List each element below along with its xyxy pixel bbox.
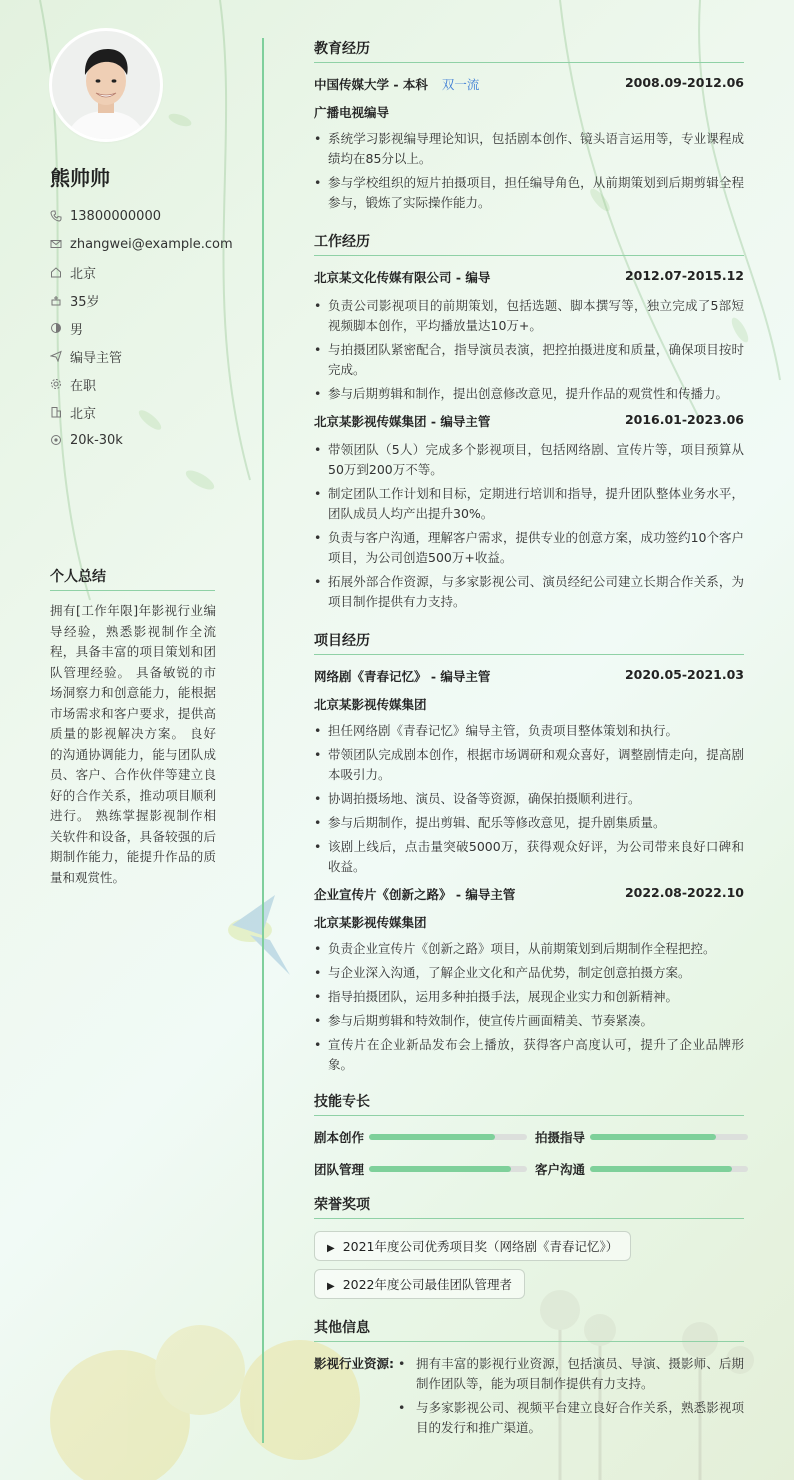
- contact-age: [50, 286, 250, 314]
- skill-bar-fill: [590, 1166, 732, 1172]
- awards-section: [314, 1194, 744, 1307]
- contact-phone: [50, 202, 250, 230]
- project-list: [314, 721, 744, 877]
- contact-salary: [50, 426, 250, 454]
- work-entry-head: [314, 268, 744, 286]
- skills-grid: [314, 1128, 744, 1178]
- gender-icon: [50, 322, 62, 334]
- education-date: 2008.09-2012.06: [624, 75, 744, 90]
- summary-title: 个人总结: [50, 566, 215, 591]
- job-title: 北京某文化传媒有限公司 - 编导: [314, 270, 491, 285]
- skill-name: 客户沟通: [535, 1162, 586, 1177]
- column-divider: [262, 38, 264, 1443]
- education-section: [314, 38, 744, 213]
- home-icon: [50, 266, 62, 278]
- skill-bar: [369, 1134, 527, 1140]
- projects-section: [314, 630, 744, 1075]
- education-major: 广播电视编导: [314, 105, 390, 120]
- list-item: • 指导拍摄团队，运用多种拍摄手法，展现企业实力和创新精神。: [314, 987, 744, 1007]
- job-title: 北京某影视传媒集团 - 编导主管: [314, 414, 491, 429]
- list-item: • 拥有丰富的影视行业资源，包括演员、导演、摄影师、后期制作团队等，能为项目制作提供有力支持。: [398, 1354, 744, 1394]
- project-org: 北京某影视传媒集团: [314, 915, 427, 930]
- contact-gender: [50, 314, 250, 342]
- list-item: • 带领团队（5人）完成多个影视项目，包括网络剧、宣传片等，项目预算从50万到200万不等。: [314, 440, 744, 480]
- project-list: [314, 939, 744, 1075]
- other-label: 影视行业资源:: [314, 1356, 394, 1371]
- contact-city: [50, 398, 250, 426]
- work-list: [314, 296, 744, 404]
- other-title: 其他信息: [314, 1317, 744, 1342]
- phone-text: 13800000000: [70, 208, 161, 224]
- school-tag: 双一流: [441, 77, 480, 92]
- project-entry-head: [314, 885, 744, 903]
- skill-name: 拍摄指导: [535, 1130, 586, 1145]
- list-item: • 担任网络剧《青春记忆》编导主管，负责项目整体策划和执行。: [314, 721, 744, 741]
- list-item: • 与企业深入沟通，了解企业文化和产品优势，制定创意拍摄方案。: [314, 963, 744, 983]
- contact-status: [50, 370, 250, 398]
- city-text: 北京: [70, 406, 97, 422]
- email-text: zhangwei@example.com: [70, 236, 233, 252]
- skill-name: 团队管理: [314, 1162, 365, 1177]
- list-item: • 参与后期剪辑和特效制作，使宣传片画面精美、节奏紧凑。: [314, 1011, 744, 1031]
- list-item: • 带领团队完成剧本创作，根据市场调研和观众喜好，调整剧情走向，提高剧本吸引力。: [314, 745, 744, 785]
- other-row: [314, 1354, 744, 1442]
- skill-name: 剧本创作: [314, 1130, 365, 1145]
- building-icon: [50, 406, 62, 418]
- skill-item: [314, 1128, 535, 1146]
- project-date: 2020.05-2021.03: [624, 667, 744, 682]
- candidate-name: 熊帅帅: [50, 166, 110, 190]
- list-item: • 与多家影视公司、视频平台建立良好合作关系，熟悉影视项目的发行和推广渠道。: [398, 1398, 744, 1438]
- work-list: [314, 440, 744, 612]
- avatar: [52, 31, 160, 139]
- skills-title: 技能专长: [314, 1091, 744, 1116]
- other-list: [398, 1354, 744, 1442]
- salary-text: 20k-30k: [70, 432, 123, 448]
- list-item: • 宣传片在企业新品发布会上播放，获得客户高度认可，提升了企业品牌形象。: [314, 1035, 744, 1075]
- project-title: 企业宣传片《创新之路》 - 编导主管: [314, 887, 516, 902]
- skill-item: [535, 1128, 755, 1146]
- send-icon: [50, 350, 62, 362]
- project-org: 北京某影视传媒集团: [314, 697, 427, 712]
- skill-bar: [590, 1166, 748, 1172]
- skill-item: [314, 1160, 535, 1178]
- list-item: • 负责企业宣传片《创新之路》项目，从前期策划到后期制作全程把控。: [314, 939, 744, 959]
- list-item: • 参与后期制作，提出剪辑、配乐等修改意见，提升剧集质量。: [314, 813, 744, 833]
- projects-title: 项目经历: [314, 630, 744, 655]
- list-item: • 系统学习影视编导理论知识，包括剧本创作、镜头语言运用等，专业课程成绩均在85分以上。: [314, 129, 744, 169]
- location-text: 北京: [70, 266, 97, 282]
- award-item[interactable]: [314, 1231, 631, 1261]
- work-entry: [314, 412, 744, 612]
- work-entry-head: [314, 412, 744, 430]
- mail-icon: [50, 238, 62, 250]
- skill-bar: [590, 1134, 748, 1140]
- list-item: • 制定团队工作计划和目标，定期进行培训和指导，提升团队整体业务水平，团队成员人均产出提升30%。: [314, 484, 744, 524]
- main-content: [314, 38, 744, 1442]
- award-item[interactable]: [314, 1269, 525, 1299]
- work-title: 工作经历: [314, 231, 744, 256]
- list-item: • 该剧上线后，点击量突破5000万，获得观众好评，为公司带来良好口碑和收益。: [314, 837, 744, 877]
- skill-bar-fill: [369, 1134, 495, 1140]
- contact-email: [50, 230, 250, 258]
- contact-list: [50, 202, 250, 454]
- school-name: 中国传媒大学 - 本科: [314, 77, 428, 92]
- skill-bar-fill: [369, 1166, 511, 1172]
- coin-icon: [50, 434, 62, 446]
- education-title: 教育经历: [314, 38, 744, 63]
- status-text: 在职: [70, 378, 97, 394]
- awards-title: 荣誉奖项: [314, 1194, 744, 1219]
- work-entry: [314, 268, 744, 404]
- project-entry: [314, 885, 744, 1075]
- list-item: • 拓展外部合作资源，与多家影视公司、演员经纪公司建立长期合作关系，为项目制作提供有力支持。: [314, 572, 744, 612]
- project-date: 2022.08-2022.10: [624, 885, 744, 900]
- summary-text: 拥有[工作年限]年影视行业编导经验，熟悉影视制作全流程，具备丰富的项目策划和团队管理经验。 具备敏锐的市场洞察力和创意能力，能根据市场需求和客户要求，提供高质量的影视解决方案。 良好的沟通协调能力，能与团队成员、客户、合作伙伴等建立良好的合作关系，推动项目顺利进行。 熟练掌握影视制作相关软件和设备，具备较强的后期制作能力，能提升作品的质量和观赏性。: [50, 603, 216, 885]
- skill-bar-fill: [590, 1134, 716, 1140]
- skills-section: [314, 1091, 744, 1178]
- job-date: 2012.07-2015.12: [624, 268, 744, 283]
- contact-position: [50, 342, 250, 370]
- skill-bar: [369, 1166, 527, 1172]
- education-list: [314, 129, 744, 213]
- project-entry-head: [314, 667, 744, 685]
- education-head: [314, 75, 744, 93]
- work-section: [314, 231, 744, 612]
- age-text: 35岁: [70, 294, 100, 310]
- list-item: • 协调拍摄场地、演员、设备等资源，确保拍摄顺利进行。: [314, 789, 744, 809]
- job-date: 2016.01-2023.06: [624, 412, 744, 427]
- list-item: • 与拍摄团队紧密配合，指导演员表演，把控拍摄进度和质量，确保项目按时完成。: [314, 340, 744, 380]
- play-icon: ▶: [327, 1243, 335, 1254]
- cake-icon: [50, 294, 62, 306]
- skill-item: [535, 1160, 755, 1178]
- sidebar: [0, 0, 262, 1480]
- position-text: 编导主管: [70, 350, 123, 366]
- award-text: 2022年度公司最佳团队管理者: [342, 1277, 513, 1292]
- award-text: 2021年度公司优秀项目奖（网络剧《青春记忆》）: [342, 1239, 619, 1254]
- project-title: 网络剧《青春记忆》 - 编导主管: [314, 669, 491, 684]
- phone-icon: [50, 210, 62, 222]
- list-item: • 负责与客户沟通，理解客户需求，提供专业的创意方案，成功签约10个客户项目，为公司创造500万+收益。: [314, 528, 744, 568]
- play-icon: ▶: [327, 1281, 335, 1292]
- gear-icon: [50, 378, 62, 390]
- list-item: • 参与后期剪辑和制作，提出创意修改意见，提升作品的观赏性和传播力。: [314, 384, 744, 404]
- contact-location: [50, 258, 250, 286]
- gender-text: 男: [70, 322, 84, 338]
- other-section: [314, 1317, 744, 1442]
- project-entry: [314, 667, 744, 877]
- list-item: • 参与学校组织的短片拍摄项目，担任编导角色，从前期策划到后期剪辑全程参与，锻炼了实际操作能力。: [314, 173, 744, 213]
- portrait-image: [52, 31, 160, 139]
- list-item: • 负责公司影视项目的前期策划，包括选题、脚本撰写等，独立完成了5部短视频脚本创作，平均播放量达10万+。: [314, 296, 744, 336]
